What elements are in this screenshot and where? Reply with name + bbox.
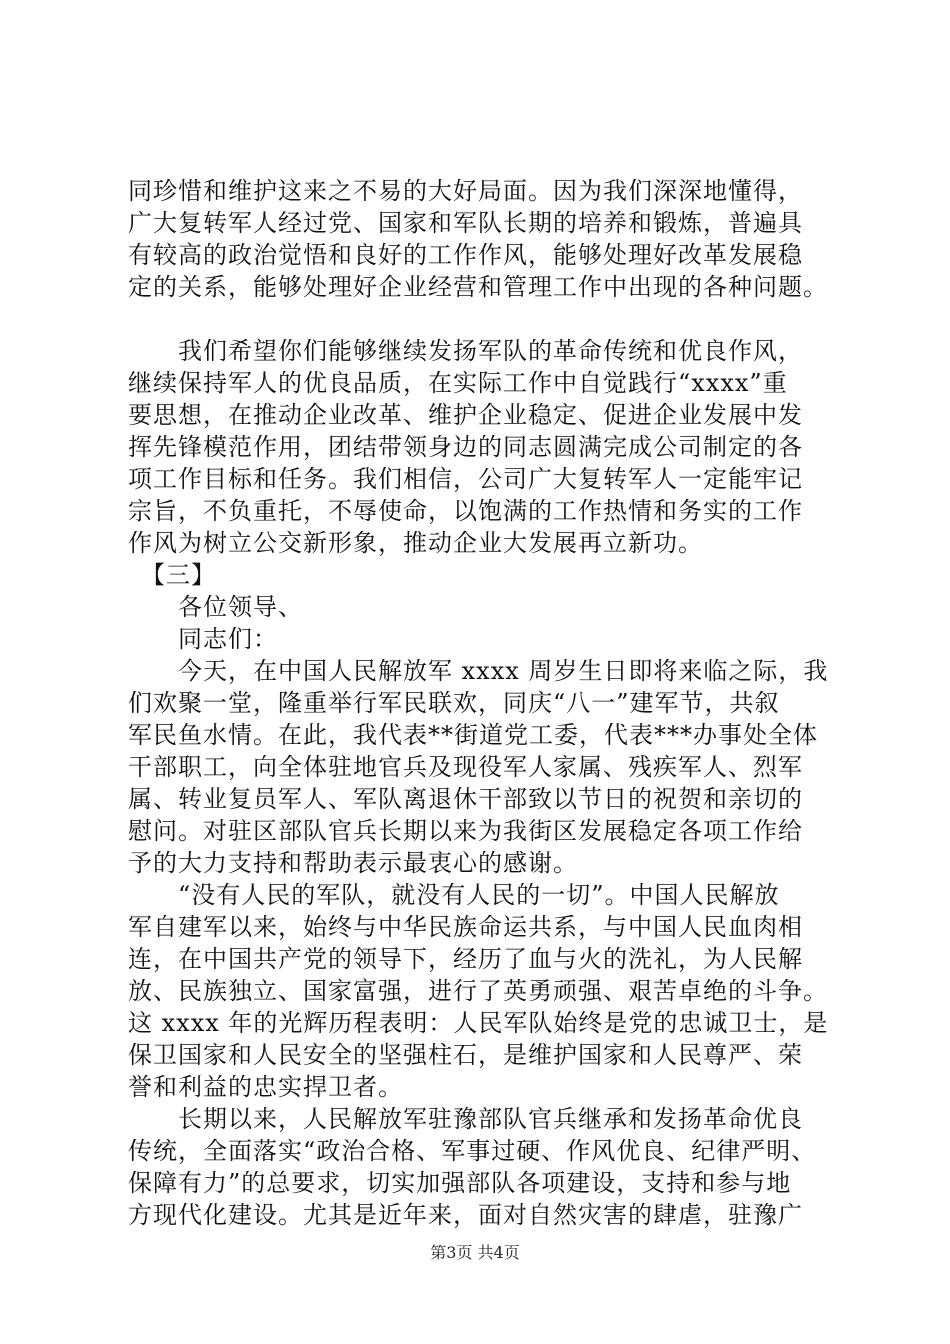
- section-heading: 【三】: [128, 561, 216, 589]
- text-line: 连，在中国共产党的领导下，经历了血与火的洗礼，为人民解: [128, 945, 803, 973]
- text-line: 要思想，在推动企业改革、维护企业稳定、促进企业发展中发: [128, 401, 803, 429]
- text-line: 保卫国家和人民安全的坚强柱石，是维护国家和人民尊严、荣: [128, 1041, 803, 1069]
- text-line: 我们希望你们能够继续发扬军队的革命传统和优良作风，: [128, 337, 803, 365]
- salutation-line: 各位领导、: [128, 593, 303, 621]
- text-line: 放、民族独立、国家富强，进行了英勇顽强、艰苦卓绝的斗争。: [128, 977, 828, 1005]
- text-line: 予的大力支持和帮助表示最衷心的感谢。: [128, 849, 578, 877]
- text-line: 项工作目标和任务。我们相信，公司广大复转军人一定能牢记: [128, 465, 803, 493]
- text-line: 定的关系，能够处理好企业经营和管理工作中出现的各种问题。: [128, 273, 828, 301]
- text-line: 宗旨，不负重托，不辱使命，以饱满的工作热情和务实的工作: [128, 497, 803, 525]
- text-line: 今天，在中国人民解放军 xxxx 周岁生日即将来临之际，我: [128, 657, 829, 685]
- text-line: 有较高的政治觉悟和良好的工作作风，能够处理好改革发展稳: [128, 241, 803, 269]
- text-line: 方现代化建设。尤其是近年来，面对自然灾害的肆虐，驻豫广: [128, 1201, 803, 1229]
- text-line: 慰问。对驻区部队官兵长期以来为我街区发展稳定各项工作给: [128, 817, 803, 845]
- text-line: 军自建军以来，始终与中华民族命运共系，与中国人民血肉相: [128, 913, 803, 941]
- text-line: 誉和利益的忠实捍卫者。: [128, 1073, 403, 1101]
- text-line: 作风为树立公交新形象，推动企业大发展再立新功。: [128, 529, 703, 557]
- text-line: 保障有力”的总要求，切实加强部队各项建设，支持和参与地: [128, 1169, 792, 1197]
- text-line: “没有人民的军队，就没有人民的一切”。中国人民解放: [128, 881, 780, 909]
- text-line: 同珍惜和维护这来之不易的大好局面。因为我们深深地懂得，: [128, 177, 803, 205]
- salutation-line: 同志们：: [128, 625, 278, 653]
- page-number-footer: 第3页 共4页: [430, 1243, 520, 1262]
- text-line: 们欢聚一堂，隆重举行军民联欢，同庆“八一”建军节，共叙: [128, 689, 780, 717]
- text-line: 广大复转军人经过党、国家和军队长期的培养和锻炼，普遍具: [128, 209, 803, 237]
- text-line: 挥先锋模范作用，团结带领身边的同志圆满完成公司制定的各: [128, 433, 803, 461]
- text-line: 长期以来，人民解放军驻豫部队官兵继承和发扬革命优良: [128, 1105, 803, 1133]
- text-line: 属、转业复员军人、军队离退休干部致以节日的祝贺和亲切的: [128, 785, 803, 813]
- text-line: 这 xxxx 年的光辉历程表明：人民军队始终是党的忠诚卫士，是: [128, 1009, 829, 1037]
- text-line: 军民鱼水情。在此，我代表**街道党工委，代表***办事处全体: [128, 721, 818, 749]
- text-line: 继续保持军人的优良品质，在实际工作中自觉践行“xxxx”重: [128, 369, 788, 397]
- text-line: 传统，全面落实“政治合格、军事过硬、作风优良、纪律严明、: [128, 1137, 817, 1165]
- text-line: 干部职工，向全体驻地官兵及现役军人家属、残疾军人、烈军: [128, 753, 803, 781]
